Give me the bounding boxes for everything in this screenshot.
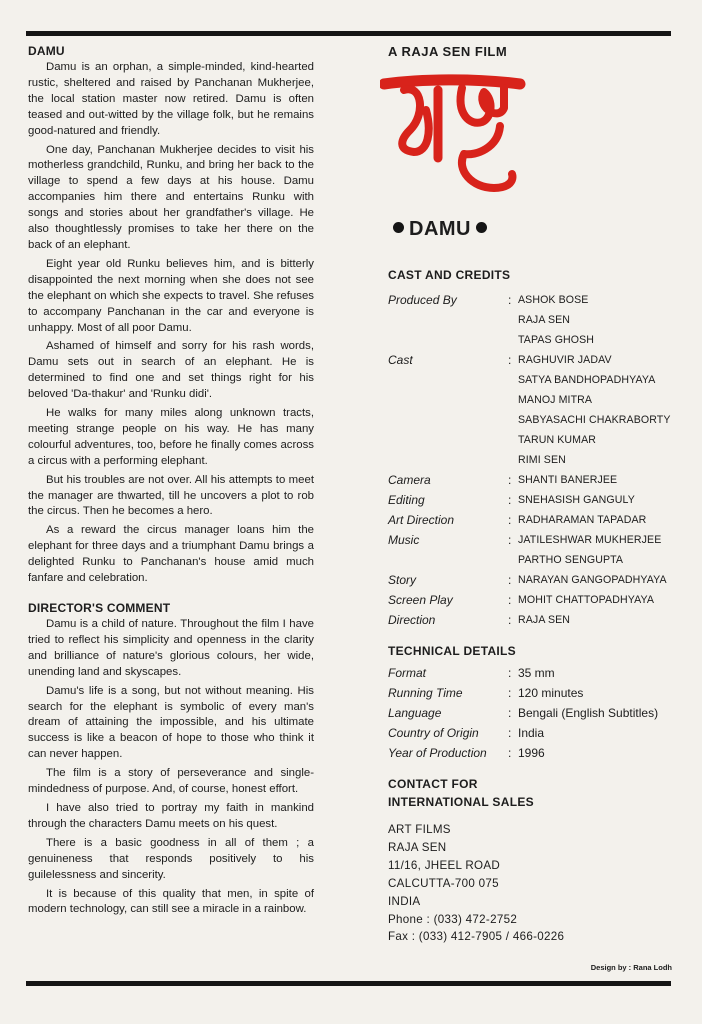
credit-colon: : bbox=[508, 493, 512, 507]
tech-row bbox=[388, 683, 678, 703]
tech-label: Format bbox=[388, 666, 427, 680]
credit-role bbox=[388, 450, 508, 470]
contact-heading-line: CONTACT FOR bbox=[388, 777, 478, 791]
tech-row bbox=[388, 703, 678, 723]
contact-line: Phone : (033) 472-2752 bbox=[388, 912, 518, 926]
credit-colon bbox=[508, 330, 518, 350]
credit-row bbox=[388, 390, 678, 410]
contact-line: RAJA SEN bbox=[388, 840, 447, 854]
tech-heading: TECHNICAL DETAILS bbox=[388, 644, 516, 658]
bullet-icon bbox=[393, 222, 404, 233]
credit-role: Story bbox=[388, 573, 417, 587]
bullet-icon bbox=[476, 222, 487, 233]
credit-name: RAGHUVIR JADAV bbox=[518, 354, 612, 366]
credit-name: MANOJ MITRA bbox=[518, 394, 593, 406]
credit-colon bbox=[508, 370, 518, 390]
credit-role: Direction bbox=[388, 613, 436, 627]
cast-heading: CAST AND CREDITS bbox=[388, 268, 511, 282]
tech-value: 120 minutes bbox=[518, 686, 584, 700]
contact-heading-line: INTERNATIONAL SALES bbox=[388, 795, 534, 809]
tech-label: Year of Production bbox=[388, 746, 487, 760]
credit-row bbox=[388, 310, 678, 330]
credit-row bbox=[388, 330, 678, 350]
tech-value: India bbox=[518, 726, 545, 740]
credit-role bbox=[388, 410, 508, 430]
credit-name: MOHIT CHATTOPADHYAYA bbox=[518, 594, 655, 606]
contact-line: Fax : (033) 412-7905 / 466-0226 bbox=[388, 930, 565, 944]
credit-name: SHANTI BANERJEE bbox=[518, 474, 618, 486]
credits-list bbox=[388, 290, 678, 630]
credit-row bbox=[388, 410, 678, 430]
credit-role bbox=[388, 390, 508, 410]
credit-role bbox=[388, 370, 508, 390]
credit-row bbox=[388, 350, 678, 370]
credit-row bbox=[388, 570, 678, 590]
credit-colon: : bbox=[508, 593, 512, 607]
credit-role: Editing bbox=[388, 493, 425, 507]
credit-colon: : bbox=[508, 293, 512, 307]
credit-name: RAJA SEN bbox=[518, 314, 571, 326]
synopsis-paragraph: But his troubles are not over. All his attempts to meet the manager are thwarted, till he uncovers a plot to rob the circus. Then he becomes a hero. bbox=[28, 473, 314, 518]
credit-name: ASHOK BOSE bbox=[518, 294, 589, 306]
credit-name: SATYA BANDHOPADHYAYA bbox=[518, 374, 656, 386]
credit-colon: : bbox=[508, 613, 512, 627]
tech-value: 35 mm bbox=[518, 666, 555, 680]
director-paragraph: The film is a story of perseverance and single-mindedness of purpose. And, of course, honest effort. bbox=[28, 767, 314, 796]
credit-row bbox=[388, 510, 678, 530]
credit-role bbox=[388, 430, 508, 450]
credit-colon: : bbox=[508, 473, 512, 487]
credit-colon bbox=[508, 430, 518, 450]
credit-colon: : bbox=[508, 533, 512, 547]
tech-value: Bengali (English Subtitles) bbox=[518, 706, 659, 720]
contact-heading bbox=[388, 775, 534, 811]
credit-name: PARTHO SENGUPTA bbox=[518, 554, 624, 566]
credit-colon bbox=[508, 310, 518, 330]
tech-colon: : bbox=[508, 686, 512, 700]
director-paragraph: Damu is a child of nature. Throughout the film I have tried to reflect his simplicity and openness in the clarity and brilliance of nature's glorious colours, her wide, unending land and skyscapes. bbox=[28, 618, 314, 678]
credit-colon: : bbox=[508, 573, 512, 587]
credit-name: JATILESHWAR MUKHERJEE bbox=[518, 534, 662, 546]
credit-colon: : bbox=[508, 353, 512, 367]
credit-role: Camera bbox=[388, 473, 431, 487]
tech-label: Country of Origin bbox=[388, 726, 479, 740]
credit-row bbox=[388, 450, 678, 470]
credit-name: RADHARAMAN TAPADAR bbox=[518, 514, 647, 526]
credit-name: RAJA SEN bbox=[518, 614, 571, 626]
film-title bbox=[388, 218, 492, 241]
contact-block bbox=[388, 821, 678, 946]
contact-line: 11/16, JHEEL ROAD bbox=[388, 858, 501, 872]
credit-role: Screen Play bbox=[388, 593, 453, 607]
credit-colon bbox=[508, 390, 518, 410]
credit-role: Cast bbox=[388, 353, 413, 367]
credit-role: Music bbox=[388, 533, 420, 547]
credit-row bbox=[388, 370, 678, 390]
credit-colon bbox=[508, 410, 518, 430]
credit-name: TAPAS GHOSH bbox=[518, 334, 595, 346]
contact-line: CALCUTTA-700 075 bbox=[388, 876, 499, 890]
credit-role bbox=[388, 330, 508, 350]
director-paragraph: I have also tried to portray my faith in mankind through the characters Damu meets on his quest. bbox=[28, 801, 314, 830]
synopsis-paragraph: Damu is an orphan, a simple-minded, kind-hearted rustic, sheltered and raised by Panchanan Mukherjee, the local station master now retired. Damu is often teased and out-witted by the village folk, but he remains good-natured and friendly. bbox=[28, 61, 314, 137]
tech-value: 1996 bbox=[518, 746, 545, 760]
credit-name: RIMI SEN bbox=[518, 454, 566, 466]
contact-line: ART FILMS bbox=[388, 823, 451, 836]
tech-colon: : bbox=[508, 666, 512, 680]
tech-row bbox=[388, 663, 678, 683]
synopsis-paragraph: He walks for many miles along unknown tracts, meeting strange people on his way. He has many colourful adventures, too, before he finally comes across a circus with a performing elephant. bbox=[28, 407, 314, 467]
credit-role: Produced By bbox=[388, 293, 457, 307]
director-paragraph: Damu's life is a song, but not without meaning. His search for the elephant is symbolic of every man's dream of attaining the impossible, and his ultimate success is like a beacon of hope to those who think it can never happen. bbox=[28, 684, 314, 761]
tech-colon: : bbox=[508, 746, 512, 760]
credit-name: TARUN KUMAR bbox=[518, 434, 597, 446]
credit-colon bbox=[508, 550, 518, 570]
credit-name: SNEHASISH GANGULY bbox=[518, 494, 635, 506]
tech-colon: : bbox=[508, 706, 512, 720]
credit-row bbox=[388, 470, 678, 490]
credit-row bbox=[388, 290, 678, 310]
director-paragraph: There is a basic goodness in all of them ; a genuineness that responds positively to his guilelessness and sincerity. bbox=[28, 836, 314, 881]
film-label: A RAJA SEN FILM bbox=[388, 44, 508, 59]
damu-bengali-logo bbox=[380, 70, 530, 210]
synopsis-paragraph: One day, Panchanan Mukherjee decides to visit his motherless grandchild, Runku, and bring her back to the village to spend a few days at his house. Damu accompanies him there and entertains Runku with songs and stories about her grandfather's village. He also thoughtlessly promises to take her there on the back of an elephant. bbox=[28, 143, 314, 251]
synopsis-paragraph: Eight year old Runku believes him, and is bitterly disappointed the next morning when she does not see the elephant on which she expects to travel. She refuses to accompany Panchanan in the car and everyone is unhappy. Most of all poor Damu. bbox=[28, 257, 314, 334]
credit-role: Art Direction bbox=[388, 513, 455, 527]
tech-row bbox=[388, 723, 678, 743]
credit-role bbox=[388, 310, 508, 330]
synopsis-paragraph: As a reward the circus manager loans him the elephant for three days and a triumphant Damu brings a delighted Runku to Panchanan's house amid much fanfare and celebration. bbox=[28, 524, 314, 585]
director-heading: DIRECTOR'S COMMENT bbox=[28, 601, 171, 615]
credit-row bbox=[388, 590, 678, 610]
bottom-rule bbox=[26, 981, 671, 986]
film-title-text: DAMU bbox=[409, 218, 471, 240]
tech-list bbox=[388, 663, 678, 763]
right-column bbox=[388, 44, 678, 944]
credit-row bbox=[388, 610, 678, 630]
credit-row bbox=[388, 490, 678, 510]
synopsis-heading: DAMU bbox=[28, 44, 65, 58]
tech-label: Running Time bbox=[388, 686, 463, 700]
credit-colon: : bbox=[508, 513, 512, 527]
contact-line: INDIA bbox=[388, 894, 421, 908]
credit-name: SABYASACHI CHAKRABORTY bbox=[518, 414, 671, 426]
synopsis-paragraph: Ashamed of himself and sorry for his rash words, Damu sets out in search of an elephant. He is determined to find one and set things right for his beloved 'Da-thakur' and 'Runku didi'. bbox=[28, 340, 314, 401]
credit-row bbox=[388, 550, 678, 570]
credit-row bbox=[388, 430, 678, 450]
credit-colon bbox=[508, 450, 518, 470]
left-column bbox=[28, 44, 314, 921]
credit-role bbox=[388, 550, 508, 570]
tech-label: Language bbox=[388, 706, 442, 720]
credit-name: NARAYAN GANGOPADHYAYA bbox=[518, 574, 667, 586]
top-rule bbox=[26, 31, 671, 36]
tech-colon: : bbox=[508, 726, 512, 740]
tech-row bbox=[388, 743, 678, 763]
design-credit: Design by : Rana Lodh bbox=[590, 963, 672, 972]
director-paragraph: It is because of this quality that men, in spite of modern technology, can still see a miracle in a rainbow. bbox=[28, 887, 314, 916]
credit-row bbox=[388, 530, 678, 550]
